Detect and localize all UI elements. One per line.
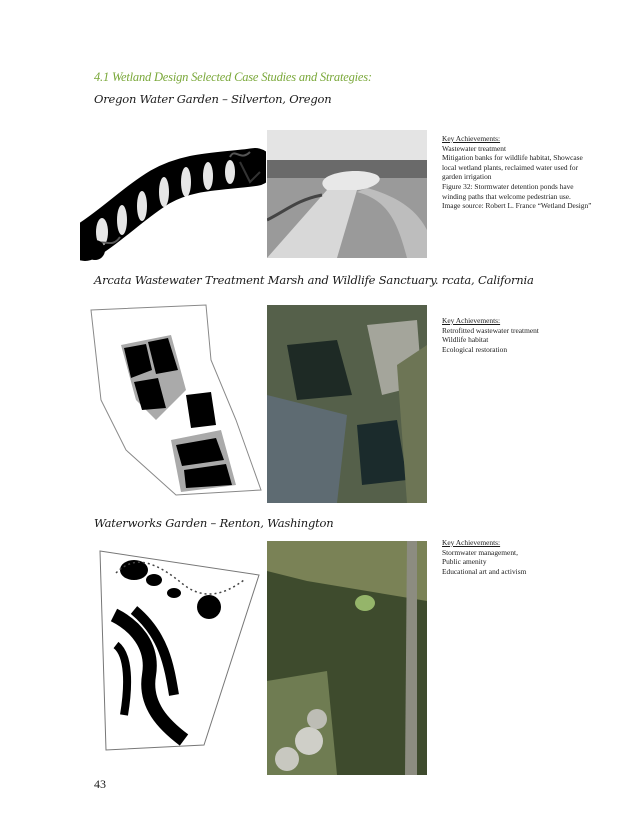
achievement-item: Wildlife habitat xyxy=(442,335,489,345)
waterworks-notes xyxy=(442,538,592,576)
achievement-item: Wastewater treatment xyxy=(442,143,507,153)
achievement-item: Mitigation banks for wildlife habitat, Showcase local wetland plants, reclaimed water used for garden irrigation xyxy=(442,153,583,182)
achievement-item: Public amenity xyxy=(442,557,487,567)
arcata-aerial-photo xyxy=(267,305,427,503)
waterworks-plan-drawing xyxy=(94,545,266,757)
case-title-arcata: Arcata Wastewater Treatment Marsh and Wildlife Sanctuary. rcata, California xyxy=(94,273,534,287)
section-title: 4.1 Wetland Design Selected Case Studies and Strategies: xyxy=(94,70,372,84)
achievement-item: Retrofitted wastewater treatment xyxy=(442,325,539,335)
waterworks-aerial-photo xyxy=(267,541,427,775)
figure-caption: Figure 32: Stormwater detention ponds have winding paths that welcome pedestrian use. xyxy=(442,181,574,201)
achievement-item: Ecological restoration xyxy=(442,344,508,354)
page-number: 43 xyxy=(94,777,106,791)
key-achievements-label: Key Achievements: xyxy=(442,134,501,143)
case-title-waterworks: Waterworks Garden – Renton, Washington xyxy=(94,516,334,530)
key-achievements-label: Key Achievements: xyxy=(442,316,501,325)
case-title-oregon: Oregon Water Garden – Silverton, Oregon xyxy=(94,92,332,106)
key-achievements-label: Key Achievements: xyxy=(442,538,501,547)
image-source: Image source: Robert L. France “Wetland Design” xyxy=(442,201,592,211)
arcata-plan-drawing xyxy=(86,300,266,500)
oregon-photo xyxy=(267,130,427,258)
achievement-item: Stormwater management, xyxy=(442,547,518,557)
oregon-notes xyxy=(442,134,592,211)
oregon-plan-drawing xyxy=(80,132,266,270)
arcata-notes xyxy=(442,316,592,354)
achievement-item: Educational art and activism xyxy=(442,566,527,576)
